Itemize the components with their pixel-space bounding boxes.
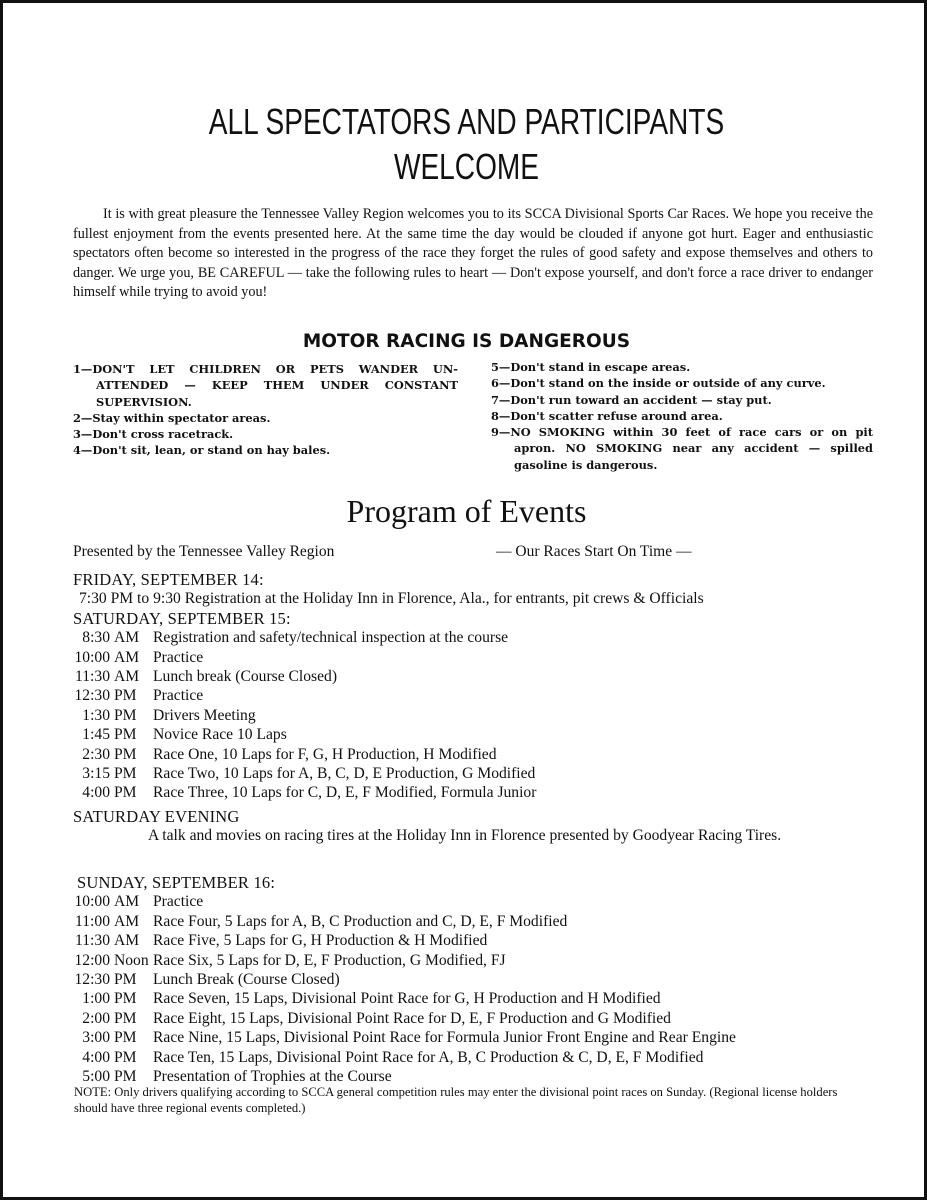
- day-heading-sunday: SUNDAY, SEPTEMBER 16:: [77, 873, 276, 892]
- schedule-row: 11:30 AM Race Five, 5 Laps for G, H Production & H Modified: [75, 932, 488, 950]
- page-title-line2: WELCOME: [393, 146, 540, 187]
- schedule-row: 1:30 PM Drivers Meeting: [82, 706, 256, 724]
- day-heading-saturday-evening: SATURDAY EVENING: [73, 807, 240, 826]
- schedule-row: 4:00 PM Race Ten, 15 Laps, Divisional Point Race for A, B, C Production & C, D, E, F Modified: [82, 1048, 704, 1066]
- schedule-row: 10:00 AM Practice: [74, 893, 204, 911]
- schedule-row: 1:00 PM Race Seven, 15 Laps, Divisional Point Race for G, H Production and H Modified: [82, 990, 661, 1008]
- schedule-row: 3:00 PM Race Nine, 15 Laps, Divisional Point Race for Formula Junior Front Engine and Rear Engine: [82, 1029, 736, 1047]
- safety-rule: 5—Don't stand in escape areas.: [491, 360, 691, 374]
- safety-rule: 8—Don't scatter refuse around area.: [491, 408, 723, 423]
- day-heading-saturday: SATURDAY, SEPTEMBER 15:: [73, 608, 291, 628]
- intro-paragraph: It is with great pleasure the Tennessee Valley Region welcomes you to its SCCA Divisional Sports Car Races. We hope you receive the fullest enjoyment from the events presented here. At the same time the day would be clouded if anyone got hurt. Eager and enthusiastic spectators often become so interested in the progress of the race they forget the rules of good safety and expose themselves and others to danger. We urge you, BE CAREFUL — take the following rules to heart — Don't expose yourself, and don't force a race driver to endanger himself while trying to avoid you!: [73, 206, 873, 301]
- schedule-row: 2:00 PM Race Eight, 15 Laps, Divisional Point Race for D, E, F Production and G Modified: [82, 1009, 671, 1027]
- saturday-evening-text: A talk and movies on racing tires at the Holiday Inn in Florence presented by Goodyear Racing Tires.: [148, 827, 782, 845]
- presented-by: Presented by the Tennessee Valley Region: [73, 543, 335, 560]
- safety-rules-left: [73, 361, 458, 459]
- friday-event: 7:30 PM to 9:30 Registration at the Holiday Inn in Florence, Ala., for entrants, pit crews & Officials: [79, 590, 704, 608]
- safety-rule: 2—Stay within spectator areas.: [73, 410, 271, 425]
- schedule-saturday-evening: [73, 807, 883, 846]
- schedule-row: 12:30 PM Lunch Break (Course Closed): [74, 971, 340, 989]
- schedule-row: 11:00 AM Race Four, 5 Laps for A, B, C Production and C, D, E, F Modified: [75, 912, 568, 930]
- schedule-sunday: [73, 873, 883, 1086]
- safety-rule: 7—Don't run toward an accident — stay put.: [491, 392, 772, 407]
- schedule-row: 10:00 AM Practice: [74, 648, 204, 666]
- schedule-row: 4:00 PM Race Three, 10 Laps for C, D, E, F Modified, Formula Junior: [82, 784, 537, 802]
- day-heading-friday: FRIDAY, SEPTEMBER 14:: [73, 570, 264, 589]
- safety-rule: 4—Don't sit, lean, or stand on hay bales.: [73, 443, 331, 458]
- safety-rule: 9—NO SMOKING within 30 feet of race cars or on pit apron. NO SMOKING near any accident — spilled gasoline is dangerous.: [491, 425, 873, 472]
- schedule-row: 11:30 AM Lunch break (Course Closed): [75, 668, 338, 686]
- schedule-row: 1:45 PM Novice Race 10 Laps: [82, 726, 287, 744]
- safety-rules-right: [491, 359, 873, 473]
- safety-rule: 6—Don't stand on the inside or outside of any curve.: [491, 376, 826, 391]
- program-note: NOTE: Only drivers qualifying according to SCCA general competition rules may enter the divisional point races on Sunday. (Regional license holders should have three regional events completed.): [74, 1085, 838, 1115]
- safety-heading: MOTOR RACING IS DANGEROUS: [302, 331, 631, 352]
- schedule-row: 12:30 PM Practice: [74, 687, 204, 705]
- schedule-row: 2:30 PM Race One, 10 Laps for F, G, H Production, H Modified: [82, 745, 497, 763]
- schedule-row: 3:15 PM Race Two, 10 Laps for A, B, C, D, E Production, G Modified: [82, 765, 536, 783]
- program-title: Program of Events: [346, 493, 587, 529]
- schedule-row: 12:00 Noon Race Six, 5 Laps for D, E, F Production, G Modified, FJ: [74, 951, 506, 969]
- safety-rule: 1—DON'T LET CHILDREN OR PETS WANDER UN-ATTENDED — KEEP THEM UNDER CONSTANT SUPERVISION.: [73, 362, 458, 409]
- schedule-friday-saturday: [73, 570, 883, 803]
- program-tagline: — Our Races Start On Time —: [496, 543, 692, 560]
- page-title-line1: ALL SPECTATORS AND PARTICIPANTS: [208, 101, 725, 142]
- schedule-row: 8:30 AM Registration and safety/technical inspection at the course: [82, 629, 509, 647]
- safety-rule: 3—Don't cross racetrack.: [73, 427, 234, 442]
- schedule-row: 5:00 PM Presentation of Trophies at the Course: [82, 1068, 392, 1086]
